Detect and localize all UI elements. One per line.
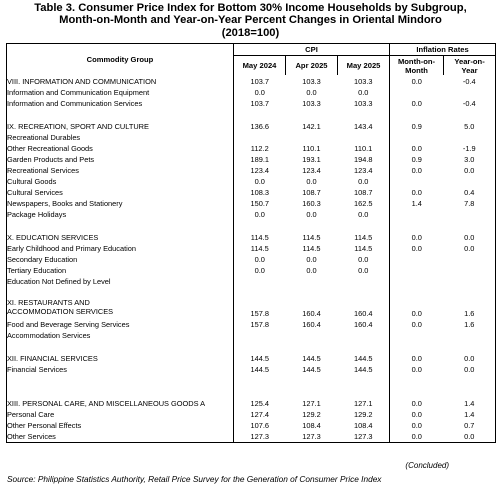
spacer-cell — [7, 220, 234, 231]
cpi-may-2024-cell: 0.0 — [254, 88, 265, 97]
cpi-may-2025-cell: 144.5 — [354, 353, 373, 363]
yoy-rate-cell: 1.4 — [444, 409, 496, 420]
cpi-may-2024-cell: 157.8 — [250, 309, 269, 318]
yoy-rate-cell — [444, 109, 496, 120]
spacer-row — [7, 375, 496, 386]
cpi-may-2024-cell — [234, 276, 286, 287]
yoy-rate-cell: 1.4 — [444, 397, 496, 409]
commodity-label-line1: XI. RESTAURANTS AND — [7, 298, 90, 307]
cpi-may-2024-cell: 0.0 — [254, 255, 265, 264]
source-note: Source: Philippine Statistics Authority, Retail Price Survey for the Generation of Consumer Price Index — [7, 474, 382, 484]
mom-rate-cell: 0.0 — [390, 409, 444, 420]
yoy-rate-cell — [444, 220, 496, 231]
yoy-rate-cell: 1.6 — [444, 319, 496, 330]
mom-rate-cell: 0.0 — [390, 165, 444, 176]
spacer-cell — [7, 375, 234, 386]
mom-rate-cell: 0.0 — [390, 319, 444, 330]
header-yoy-line2: Year — [461, 65, 478, 75]
commodity-label: Other Personal Effects — [7, 420, 234, 431]
mom-rate-cell — [390, 109, 444, 120]
cpi-may-2025-cell: 127.1 — [354, 398, 373, 408]
cpi-may-2025-cell — [338, 375, 390, 386]
commodity-label: Information and Communication Equipment — [7, 87, 234, 98]
subgroup-row — [7, 154, 496, 165]
cpi-apr-2025-cell: 127.3 — [286, 431, 338, 443]
cpi-apr-2025-cell: 0.0 — [306, 266, 317, 275]
cpi-table — [6, 43, 496, 443]
subgroup-row — [7, 132, 496, 143]
cpi-apr-2025-cell: 114.5 — [302, 244, 321, 253]
group-row — [7, 231, 496, 243]
yoy-rate-cell — [444, 254, 496, 265]
subgroup-row — [7, 176, 496, 187]
mom-rate-cell: 0.0 — [390, 98, 444, 109]
subgroup-row — [7, 254, 496, 265]
cpi-apr-2025-cell: 0.0 — [306, 210, 317, 219]
cpi-may-2024-cell — [234, 132, 286, 143]
cpi-may-2025-cell: 160.4 — [354, 320, 373, 329]
cpi-may-2025-cell: 114.5 — [354, 232, 373, 242]
cpi-may-2025-cell: 110.1 — [354, 144, 373, 153]
yoy-rate-cell: 7.8 — [444, 198, 496, 209]
mom-rate-cell — [390, 287, 444, 298]
yoy-rate-cell — [444, 276, 496, 287]
subgroup-row — [7, 431, 496, 443]
header-mom-line2: Month — [405, 65, 428, 75]
mom-rate-cell — [390, 220, 444, 231]
cpi-may-2024-cell: 112.2 — [250, 144, 269, 153]
yoy-rate-cell: -0.4 — [444, 98, 496, 109]
cpi-may-2024-cell: 103.7 — [250, 76, 269, 86]
commodity-label: Food and Beverage Serving Services — [7, 319, 234, 330]
commodity-label: Tertiary Education — [7, 265, 234, 276]
commodity-label: Accommodation Services — [7, 330, 234, 341]
subgroup-row — [7, 187, 496, 198]
cpi-may-2025-cell: 0.0 — [358, 266, 369, 275]
table-body — [7, 75, 496, 443]
cpi-apr-2025-cell — [286, 109, 338, 120]
commodity-label: Cultural Services — [7, 187, 234, 198]
cpi-may-2024-cell: 114.5 — [250, 244, 269, 253]
mom-rate-cell: 0.0 — [390, 397, 444, 409]
cpi-may-2025-cell: 194.8 — [354, 155, 373, 164]
cpi-may-2025-cell — [338, 276, 390, 287]
header-inflation-rates: Inflation Rates — [390, 44, 496, 56]
commodity-label: Personal Care — [7, 409, 234, 420]
title-line-3: (2018=100) — [221, 26, 280, 39]
group-row — [7, 298, 496, 319]
cpi-may-2024-cell: 107.6 — [250, 421, 269, 430]
concluded-note: (Concluded) — [405, 461, 449, 470]
yoy-rate-cell — [444, 341, 496, 352]
yoy-rate-cell: 0.0 — [444, 231, 496, 243]
header-year-on-year — [444, 56, 496, 76]
cpi-apr-2025-cell: 127.1 — [302, 398, 321, 408]
subgroup-row — [7, 87, 496, 98]
mom-rate-cell: 0.0 — [390, 352, 444, 364]
commodity-label: IX. RECREATION, SPORT AND CULTURE — [7, 120, 234, 132]
cpi-may-2024-cell — [234, 386, 286, 397]
cpi-apr-2025-cell: 110.1 — [302, 144, 321, 153]
table-title — [0, 2, 501, 39]
cpi-may-2024-cell — [234, 341, 286, 352]
header-month-on-month — [390, 56, 444, 76]
group-row — [7, 397, 496, 409]
cpi-may-2024-cell: 189.1 — [250, 155, 269, 164]
group-row — [7, 120, 496, 132]
cpi-apr-2025-cell: 108.7 — [302, 188, 321, 197]
cpi-apr-2025-cell — [286, 287, 338, 298]
subgroup-row — [7, 209, 496, 220]
spacer-cell — [7, 386, 234, 397]
cpi-may-2024-cell: 108.3 — [250, 188, 269, 197]
spacer-cell — [7, 287, 234, 298]
yoy-rate-cell: 0.0 — [444, 243, 496, 254]
cpi-apr-2025-cell: 114.5 — [302, 232, 321, 242]
cpi-may-2024-cell — [234, 287, 286, 298]
commodity-label: Garden Products and Pets — [7, 154, 234, 165]
yoy-rate-cell: 0.7 — [444, 420, 496, 431]
subgroup-row — [7, 243, 496, 254]
yoy-rate-cell — [444, 176, 496, 187]
commodity-label: Other Services — [7, 431, 234, 443]
subgroup-row — [7, 409, 496, 420]
commodity-label: XIII. PERSONAL CARE, AND MISCELLANEOUS GOODS A — [7, 397, 234, 409]
cpi-may-2025-cell — [338, 386, 390, 397]
yoy-rate-cell — [444, 386, 496, 397]
cpi-may-2024-cell: 125.4 — [250, 398, 269, 408]
spacer-row — [7, 109, 496, 120]
subgroup-row — [7, 265, 496, 276]
cpi-may-2025-cell: 0.0 — [358, 210, 369, 219]
header-cpi: CPI — [234, 44, 390, 56]
mom-rate-cell: 0.0 — [390, 298, 444, 319]
mom-rate-cell — [390, 265, 444, 276]
cpi-may-2025-cell — [338, 132, 390, 143]
cpi-may-2024-cell: 0.0 — [254, 210, 265, 219]
cpi-may-2025-cell: 160.4 — [354, 309, 373, 318]
cpi-may-2025-cell — [338, 109, 390, 120]
cpi-apr-2025-cell — [286, 276, 338, 287]
subgroup-row — [7, 276, 496, 287]
cpi-may-2024-cell — [234, 220, 286, 231]
cpi-apr-2025-cell: 144.5 — [302, 353, 321, 363]
spacer-row — [7, 287, 496, 298]
cpi-may-2024-cell: 144.5 — [250, 365, 269, 374]
mom-rate-cell: 1.4 — [390, 198, 444, 209]
cpi-may-2024-cell: 127.3 — [234, 431, 286, 443]
spacer-cell — [7, 341, 234, 352]
cpi-may-2025-cell: 108.4 — [354, 421, 373, 430]
mom-rate-cell — [390, 341, 444, 352]
cpi-apr-2025-cell: 129.2 — [302, 410, 321, 419]
cpi-apr-2025-cell: 160.3 — [302, 199, 321, 208]
yoy-rate-cell: 0.0 — [444, 364, 496, 375]
cpi-may-2024-cell: 136.6 — [250, 121, 269, 131]
subgroup-row — [7, 198, 496, 209]
cpi-may-2025-cell: 114.5 — [354, 244, 373, 253]
header-may-2025: May 2025 — [338, 56, 390, 76]
yoy-rate-cell — [444, 287, 496, 298]
cpi-may-2025-cell: 0.0 — [358, 255, 369, 264]
mom-rate-cell: 0.9 — [390, 120, 444, 132]
cpi-apr-2025-cell: 103.3 — [302, 76, 321, 86]
cpi-may-2024-cell: 144.5 — [250, 353, 269, 363]
cpi-apr-2025-cell: 160.4 — [302, 320, 321, 329]
mom-rate-cell — [390, 254, 444, 265]
yoy-rate-cell — [444, 87, 496, 98]
yoy-rate-cell — [444, 330, 496, 341]
yoy-rate-cell — [444, 209, 496, 220]
header-may-2024: May 2024 — [234, 56, 286, 76]
mom-rate-cell — [390, 276, 444, 287]
cpi-may-2024-cell: 0.0 — [254, 177, 265, 186]
title-line-2: Month-on-Month and Year-on-Year Percent Changes in Oriental Mindoro — [59, 14, 442, 27]
mom-rate-cell: 0.0 — [390, 187, 444, 198]
cpi-may-2025-cell: 129.2 — [354, 410, 373, 419]
cpi-apr-2025-cell: 123.4 — [302, 166, 321, 175]
group-row — [7, 352, 496, 364]
cpi-apr-2025-cell: 108.4 — [302, 421, 321, 430]
yoy-rate-cell: 0.0 — [444, 431, 496, 443]
cpi-apr-2025-cell — [286, 341, 338, 352]
cpi-apr-2025-cell: 193.1 — [302, 155, 321, 164]
mom-rate-cell — [390, 375, 444, 386]
subgroup-row — [7, 330, 496, 341]
yoy-rate-cell: 5.0 — [444, 120, 496, 132]
cpi-may-2025-cell: 0.0 — [358, 177, 369, 186]
yoy-rate-cell: 0.0 — [444, 165, 496, 176]
yoy-rate-cell: 1.6 — [444, 298, 496, 319]
yoy-rate-cell: -1.9 — [444, 143, 496, 154]
mom-rate-cell: 0.9 — [390, 154, 444, 165]
commodity-label: Information and Communication Services — [7, 98, 234, 109]
cpi-may-2025-cell — [338, 287, 390, 298]
cpi-may-2025-cell: 162.5 — [354, 199, 373, 208]
commodity-label: VIII. INFORMATION AND COMMUNICATION — [7, 75, 234, 87]
subgroup-row — [7, 364, 496, 375]
mom-rate-cell: 0.0 — [390, 243, 444, 254]
commodity-label: X. EDUCATION SERVICES — [7, 231, 234, 243]
group-row — [7, 75, 496, 87]
header-yoy-line1: Year-on- — [454, 56, 485, 66]
cpi-apr-2025-cell — [286, 330, 338, 341]
mom-rate-cell: 0.0 — [390, 143, 444, 154]
yoy-rate-cell: 0.0 — [444, 352, 496, 364]
cpi-may-2025-cell: 108.7 — [354, 188, 373, 197]
title-line-1: Table 3. Consumer Price Index for Bottom 30% Income Households by Subgroup, — [34, 2, 467, 14]
yoy-rate-cell: -0.4 — [444, 75, 496, 87]
cpi-apr-2025-cell — [286, 386, 338, 397]
cpi-apr-2025-cell: 0.0 — [306, 88, 317, 97]
yoy-rate-cell: 3.0 — [444, 154, 496, 165]
cpi-apr-2025-cell — [286, 220, 338, 231]
cpi-apr-2025-cell: 142.1 — [302, 121, 321, 131]
cpi-may-2025-cell: 144.5 — [354, 365, 373, 374]
commodity-label: Early Childhood and Primary Education — [7, 243, 234, 254]
spacer-row — [7, 386, 496, 397]
mom-rate-cell — [390, 132, 444, 143]
mom-rate-cell: 0.0 — [390, 431, 444, 443]
commodity-label: Recreational Services — [7, 165, 234, 176]
header-apr-2025: Apr 2025 — [286, 56, 338, 76]
commodity-label: Other Recreational Goods — [7, 143, 234, 154]
cpi-may-2024-cell: 150.7 — [250, 199, 269, 208]
yoy-rate-cell: 0.4 — [444, 187, 496, 198]
subgroup-row — [7, 165, 496, 176]
mom-rate-cell — [390, 386, 444, 397]
commodity-label: Financial Services — [7, 364, 234, 375]
commodity-label: Education Not Defined by Level — [7, 276, 234, 287]
cpi-may-2024-cell — [234, 109, 286, 120]
subgroup-row — [7, 98, 496, 109]
mom-rate-cell — [390, 176, 444, 187]
mom-rate-cell — [390, 87, 444, 98]
header-mom-line1: Month-on- — [397, 56, 436, 66]
cpi-apr-2025-cell: 144.5 — [302, 365, 321, 374]
cpi-apr-2025-cell: 0.0 — [306, 255, 317, 264]
mom-rate-cell: 0.0 — [390, 364, 444, 375]
cpi-may-2025-cell: 127.3 — [338, 431, 390, 443]
spacer-row — [7, 341, 496, 352]
commodity-label: Newspapers, Books and Stationery — [7, 198, 234, 209]
cpi-may-2024-cell: 114.5 — [250, 232, 269, 242]
cpi-may-2024-cell: 127.4 — [250, 410, 269, 419]
cpi-apr-2025-cell — [286, 132, 338, 143]
cpi-apr-2025-cell: 103.3 — [302, 99, 321, 108]
cpi-may-2025-cell: 123.4 — [354, 166, 373, 175]
mom-rate-cell: 0.0 — [390, 75, 444, 87]
header-commodity-group: Commodity Group — [7, 44, 234, 76]
yoy-rate-cell — [444, 375, 496, 386]
commodity-label: XII. FINANCIAL SERVICES — [7, 352, 234, 364]
cpi-may-2024-cell: 157.8 — [250, 320, 269, 329]
mom-rate-cell — [390, 209, 444, 220]
subgroup-row — [7, 420, 496, 431]
spacer-cell — [7, 109, 234, 120]
cpi-may-2025-cell — [338, 220, 390, 231]
mom-rate-cell: 0.0 — [390, 231, 444, 243]
cpi-may-2025-cell: 0.0 — [358, 88, 369, 97]
cpi-may-2025-cell: 143.4 — [354, 121, 373, 131]
subgroup-row — [7, 319, 496, 330]
mom-rate-cell — [390, 330, 444, 341]
cpi-apr-2025-cell: 0.0 — [306, 177, 317, 186]
mom-rate-cell: 0.0 — [390, 420, 444, 431]
cpi-may-2024-cell — [234, 375, 286, 386]
commodity-label-line2: ACCOMMODATION SERVICES — [7, 307, 114, 316]
commodity-label: Recreational Durables — [7, 132, 234, 143]
spacer-row — [7, 220, 496, 231]
cpi-may-2024-cell: 123.4 — [250, 166, 269, 175]
cpi-may-2025-cell — [338, 330, 390, 341]
cpi-may-2024-cell: 0.0 — [254, 266, 265, 275]
cpi-apr-2025-cell: 160.4 — [302, 309, 321, 318]
cpi-may-2025-cell: 103.3 — [354, 99, 373, 108]
yoy-rate-cell — [444, 265, 496, 276]
commodity-label: Package Holidays — [7, 209, 234, 220]
cpi-apr-2025-cell — [286, 375, 338, 386]
commodity-label: Cultural Goods — [7, 176, 234, 187]
yoy-rate-cell — [444, 132, 496, 143]
commodity-label: Secondary Education — [7, 254, 234, 265]
commodity-label — [7, 298, 234, 319]
cpi-may-2024-cell: 103.7 — [250, 99, 269, 108]
cpi-may-2025-cell — [338, 341, 390, 352]
cpi-may-2024-cell — [234, 330, 286, 341]
cpi-may-2025-cell: 103.3 — [354, 76, 373, 86]
subgroup-row — [7, 143, 496, 154]
